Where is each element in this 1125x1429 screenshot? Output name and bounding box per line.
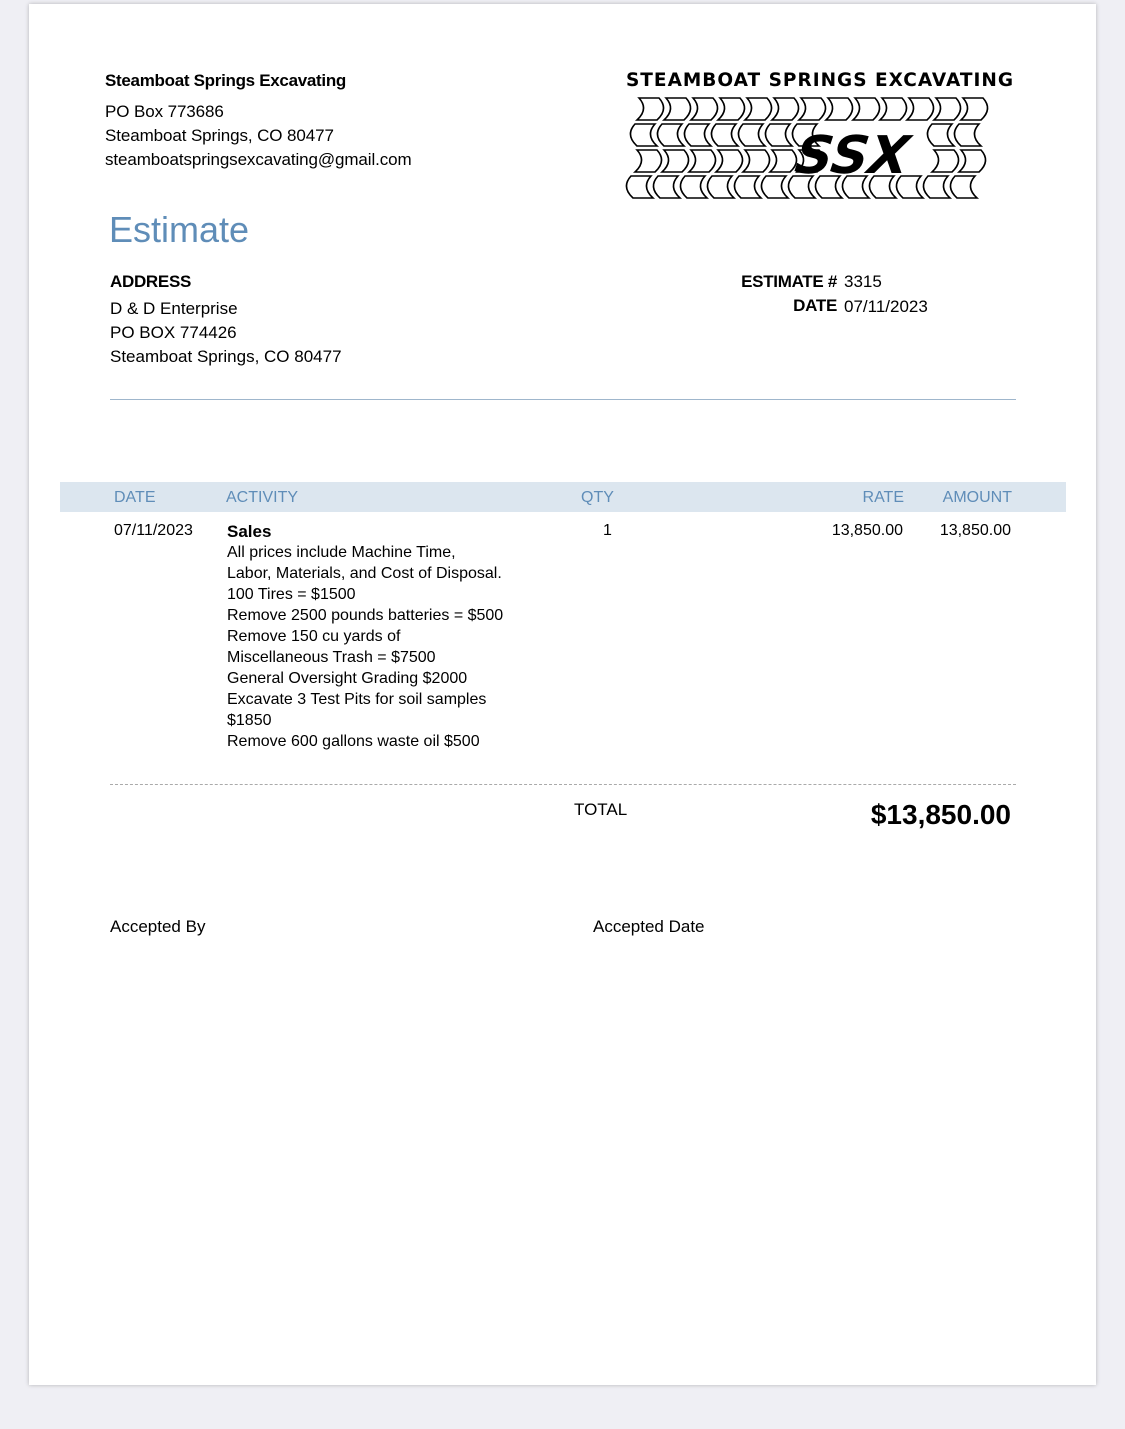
tread-block [738, 124, 765, 146]
address-label: ADDRESS [110, 272, 192, 291]
tread-block [745, 98, 772, 120]
column-header-rate: RATE [862, 489, 904, 506]
tread-block [770, 150, 797, 172]
company-logo [625, 66, 1015, 211]
estimate-page [29, 4, 1096, 1385]
tread-block [653, 176, 680, 198]
row-rate: 13,850.00 [831, 522, 903, 539]
tread-block [657, 124, 684, 146]
total-divider [110, 784, 1016, 785]
estimate-date: 07/11/2023 [844, 297, 928, 316]
tread-block [765, 124, 792, 146]
tread-block [662, 150, 689, 172]
company-email: steamboatspringsexcavating@gmail.com [105, 150, 412, 169]
date-label: DATE [793, 296, 837, 315]
tread-block [711, 124, 738, 146]
row-activity [227, 521, 557, 752]
tread-block [826, 98, 853, 120]
tread-block [932, 150, 959, 172]
accepted-date-label: Accepted Date [593, 917, 705, 936]
tread-block [954, 124, 981, 146]
activity-description-line: Remove 600 gallons waste oil $500 [227, 733, 480, 750]
address-line: PO BOX 774426 [110, 323, 237, 342]
logo-title: STEAMBOAT SPRINGS EXCAVATING [625, 70, 1015, 91]
activity-description-line: Excavate 3 Test Pits for soil samples [227, 691, 487, 708]
tread-block [630, 124, 657, 146]
estimate-number-label: ESTIMATE # [741, 272, 837, 291]
column-header-activity: ACTIVITY [226, 489, 299, 506]
activity-name: Sales [227, 522, 272, 541]
address-line: D & D Enterprise [110, 299, 238, 318]
tread-block [907, 98, 934, 120]
tread-block [718, 98, 745, 120]
tread-block [761, 176, 788, 198]
company-name: Steamboat Springs Excavating [105, 71, 347, 90]
row-date: 07/11/2023 [114, 522, 193, 539]
tread-block [716, 150, 743, 172]
activity-description-line: 100 Tires = $1500 [227, 586, 356, 603]
row-qty: 1 [603, 522, 612, 539]
tread-block [734, 176, 761, 198]
accepted-by-label: Accepted By [110, 917, 206, 936]
company-po-box: PO Box 773686 [105, 102, 224, 121]
total-value: $13,850.00 [870, 799, 1011, 830]
tread-block [691, 98, 718, 120]
company-city: Steamboat Springs, CO 80477 [105, 126, 334, 145]
column-header-qty: QTY [581, 489, 614, 506]
tread-block [772, 98, 799, 120]
tread-block [799, 98, 826, 120]
tread-block [880, 98, 907, 120]
address-line: Steamboat Springs, CO 80477 [110, 347, 342, 366]
tread-block [959, 150, 986, 172]
column-header-amount: AMOUNT [942, 489, 1012, 506]
total-label: TOTAL [574, 800, 628, 819]
tread-block [923, 176, 950, 198]
activity-description-line: $1850 [227, 712, 272, 729]
tread-block [707, 176, 734, 198]
header-divider [110, 399, 1016, 400]
tread-block [664, 98, 691, 120]
tread-block [743, 150, 770, 172]
logo-monogram: SSX [791, 126, 914, 186]
tread-block [853, 98, 880, 120]
activity-description-line: General Oversight Grading $2000 [227, 670, 468, 687]
tread-block [927, 124, 954, 146]
tread-block [637, 98, 664, 120]
tread-block [635, 150, 662, 172]
tread-block [626, 176, 653, 198]
tread-block [950, 176, 977, 198]
tread-block [684, 124, 711, 146]
activity-description-line: Remove 2500 pounds batteries = $500 [227, 607, 504, 624]
activity-description-line: Labor, Materials, and Cost of Disposal. [227, 565, 502, 582]
page-title: Estimate [109, 209, 250, 250]
row-amount: 13,850.00 [939, 522, 1011, 539]
column-header-date: DATE [114, 489, 156, 506]
table-header [60, 482, 1066, 512]
tread-block [934, 98, 961, 120]
activity-description-line: Miscellaneous Trash = $7500 [227, 649, 436, 666]
tread-block [680, 176, 707, 198]
estimate-number: 3315 [844, 272, 882, 291]
tread-block [961, 98, 988, 120]
tread-block [689, 150, 716, 172]
activity-description-line: All prices include Machine Time, [227, 544, 456, 561]
activity-description-line: Remove 150 cu yards of [227, 628, 401, 645]
